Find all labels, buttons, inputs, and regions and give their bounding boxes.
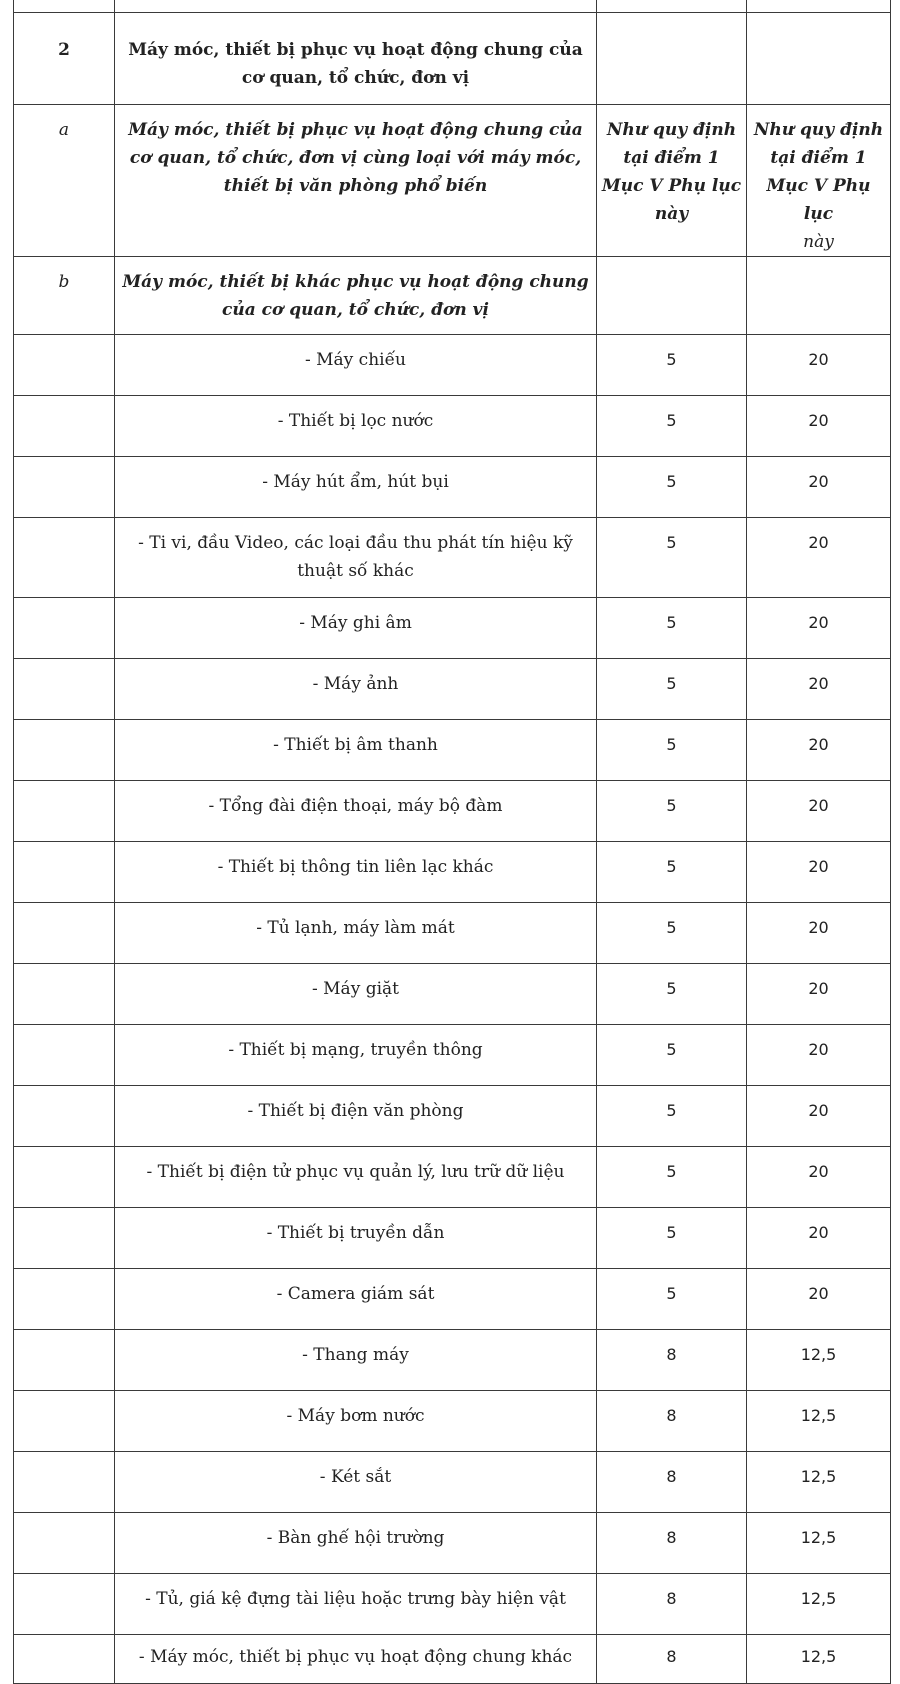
item-years: 5 xyxy=(597,842,747,903)
item-number-cell xyxy=(14,1574,115,1635)
item-years: 5 xyxy=(597,457,747,518)
item-years: 8 xyxy=(597,1330,747,1391)
depreciation-table xyxy=(13,0,891,1684)
sub-a-rate-reference xyxy=(747,105,891,257)
table-row xyxy=(14,659,891,720)
item-years: 5 xyxy=(597,964,747,1025)
item-name: - Máy giặt xyxy=(115,964,597,1025)
item-years: 5 xyxy=(597,1025,747,1086)
sub-a-rate-reference-tail: này xyxy=(803,232,834,252)
item-rate: 20 xyxy=(747,903,891,964)
table-row-sub-b xyxy=(14,257,891,335)
table-row xyxy=(14,518,891,598)
item-years: 5 xyxy=(597,598,747,659)
table-row-sub-a xyxy=(14,105,891,257)
table-row xyxy=(14,1513,891,1574)
item-rate: 12,5 xyxy=(747,1452,891,1513)
item-number-cell xyxy=(14,1086,115,1147)
sub-a-title: Máy móc, thiết bị phục vụ hoạt động chung của cơ quan, tổ chức, đơn vị cùng loại với máy móc, thiết bị văn phòng phổ biến xyxy=(115,105,597,257)
table-row xyxy=(14,842,891,903)
table-row xyxy=(14,1391,891,1452)
sub-a-years-reference: Như quy định tại điểm 1 Mục V Phụ lục này xyxy=(597,105,747,257)
item-number-cell xyxy=(14,1269,115,1330)
item-rate: 20 xyxy=(747,781,891,842)
item-name: - Thiết bị truyền dẫn xyxy=(115,1208,597,1269)
item-years: 8 xyxy=(597,1391,747,1452)
item-number-cell xyxy=(14,1025,115,1086)
item-years: 8 xyxy=(597,1452,747,1513)
table-row xyxy=(14,903,891,964)
table-row xyxy=(14,720,891,781)
item-name: - Thiết bị điện văn phòng xyxy=(115,1086,597,1147)
table-row xyxy=(14,964,891,1025)
item-rate: 20 xyxy=(747,1269,891,1330)
item-name: - Thiết bị âm thanh xyxy=(115,720,597,781)
item-rate: 12,5 xyxy=(747,1391,891,1452)
item-name: - Máy chiếu xyxy=(115,335,597,396)
item-name: - Máy bơm nước xyxy=(115,1391,597,1452)
item-years: 8 xyxy=(597,1635,747,1684)
table-row xyxy=(14,1025,891,1086)
item-years: 5 xyxy=(597,903,747,964)
item-number-cell xyxy=(14,842,115,903)
item-number-cell xyxy=(14,1635,115,1684)
table-row xyxy=(14,1208,891,1269)
item-rate: 20 xyxy=(747,720,891,781)
table-row-section-2 xyxy=(14,13,891,105)
item-years: 5 xyxy=(597,1269,747,1330)
table-row xyxy=(14,1635,891,1684)
table-row xyxy=(14,598,891,659)
sub-b-title: Máy móc, thiết bị khác phục vụ hoạt động chung của cơ quan, tổ chức, đơn vị xyxy=(115,257,597,335)
sub-b-label: b xyxy=(14,257,115,335)
item-number-cell xyxy=(14,1391,115,1452)
table-row xyxy=(14,781,891,842)
sub-a-rate-reference-main: Như quy định tại điểm 1 Mục V Phụ lục xyxy=(753,120,884,224)
item-years: 5 xyxy=(597,396,747,457)
item-years: 5 xyxy=(597,1147,747,1208)
item-number-cell xyxy=(14,1452,115,1513)
item-name: - Tổng đài điện thoại, máy bộ đàm xyxy=(115,781,597,842)
item-rate: 20 xyxy=(747,598,891,659)
item-years: 5 xyxy=(597,781,747,842)
item-rate: 20 xyxy=(747,1086,891,1147)
item-number-cell xyxy=(14,1330,115,1391)
table-row xyxy=(14,1269,891,1330)
item-name: - Tủ, giá kệ đựng tài liệu hoặc trưng bày hiện vật xyxy=(115,1574,597,1635)
item-rate: 20 xyxy=(747,1147,891,1208)
item-name: - Thiết bị thông tin liên lạc khác xyxy=(115,842,597,903)
item-number-cell xyxy=(14,396,115,457)
item-name: - Máy hút ẩm, hút bụi xyxy=(115,457,597,518)
item-number-cell xyxy=(14,1513,115,1574)
section-title: Máy móc, thiết bị phục vụ hoạt động chung của cơ quan, tổ chức, đơn vị xyxy=(115,13,597,105)
item-number-cell xyxy=(14,518,115,598)
item-name: - Thang máy xyxy=(115,1330,597,1391)
item-number-cell xyxy=(14,1208,115,1269)
item-years: 5 xyxy=(597,720,747,781)
item-rate: 20 xyxy=(747,659,891,720)
item-name: - Máy ghi âm xyxy=(115,598,597,659)
sub-a-label: a xyxy=(14,105,115,257)
table-row xyxy=(14,1452,891,1513)
item-rate: 20 xyxy=(747,1025,891,1086)
item-years: 5 xyxy=(597,335,747,396)
item-name: - Thiết bị mạng, truyền thông xyxy=(115,1025,597,1086)
item-years: 5 xyxy=(597,1086,747,1147)
item-rate: 20 xyxy=(747,396,891,457)
sub-b-rate-cell xyxy=(747,257,891,335)
item-number-cell xyxy=(14,659,115,720)
item-rate: 20 xyxy=(747,518,891,598)
table-row xyxy=(14,1086,891,1147)
item-number-cell xyxy=(14,457,115,518)
item-years: 8 xyxy=(597,1574,747,1635)
item-rate: 12,5 xyxy=(747,1330,891,1391)
table-row xyxy=(14,335,891,396)
table-row-top-continuation xyxy=(14,0,891,13)
item-number-cell xyxy=(14,335,115,396)
item-name: - Bàn ghế hội trường xyxy=(115,1513,597,1574)
item-years: 5 xyxy=(597,518,747,598)
item-rate: 12,5 xyxy=(747,1635,891,1684)
item-name: - Ti vi, đầu Video, các loại đầu thu phát tín hiệu kỹ thuật số khác xyxy=(115,518,597,598)
item-name: - Thiết bị lọc nước xyxy=(115,396,597,457)
item-number-cell xyxy=(14,720,115,781)
item-number-cell xyxy=(14,903,115,964)
item-rate: 12,5 xyxy=(747,1574,891,1635)
item-years: 5 xyxy=(597,659,747,720)
item-years: 8 xyxy=(597,1513,747,1574)
item-number-cell xyxy=(14,781,115,842)
item-years: 5 xyxy=(597,1208,747,1269)
table-row xyxy=(14,1147,891,1208)
item-rate: 20 xyxy=(747,964,891,1025)
item-number-cell xyxy=(14,1147,115,1208)
item-rate: 20 xyxy=(747,457,891,518)
item-number-cell xyxy=(14,964,115,1025)
item-name: - Tủ lạnh, máy làm mát xyxy=(115,903,597,964)
table-row xyxy=(14,457,891,518)
item-name: - Máy ảnh xyxy=(115,659,597,720)
table-row xyxy=(14,1574,891,1635)
section-rate-cell xyxy=(747,13,891,105)
item-name: - Camera giám sát xyxy=(115,1269,597,1330)
sub-b-years-cell xyxy=(597,257,747,335)
item-name: - Két sắt xyxy=(115,1452,597,1513)
section-number: 2 xyxy=(14,13,115,105)
item-rate: 12,5 xyxy=(747,1513,891,1574)
item-number-cell xyxy=(14,598,115,659)
item-name: - Thiết bị điện tử phục vụ quản lý, lưu trữ dữ liệu xyxy=(115,1147,597,1208)
item-rate: 20 xyxy=(747,335,891,396)
item-rate: 20 xyxy=(747,1208,891,1269)
section-years-cell xyxy=(597,13,747,105)
item-rate: 20 xyxy=(747,842,891,903)
table-row xyxy=(14,1330,891,1391)
table-row xyxy=(14,396,891,457)
item-name: - Máy móc, thiết bị phục vụ hoạt động chung khác xyxy=(115,1635,597,1684)
